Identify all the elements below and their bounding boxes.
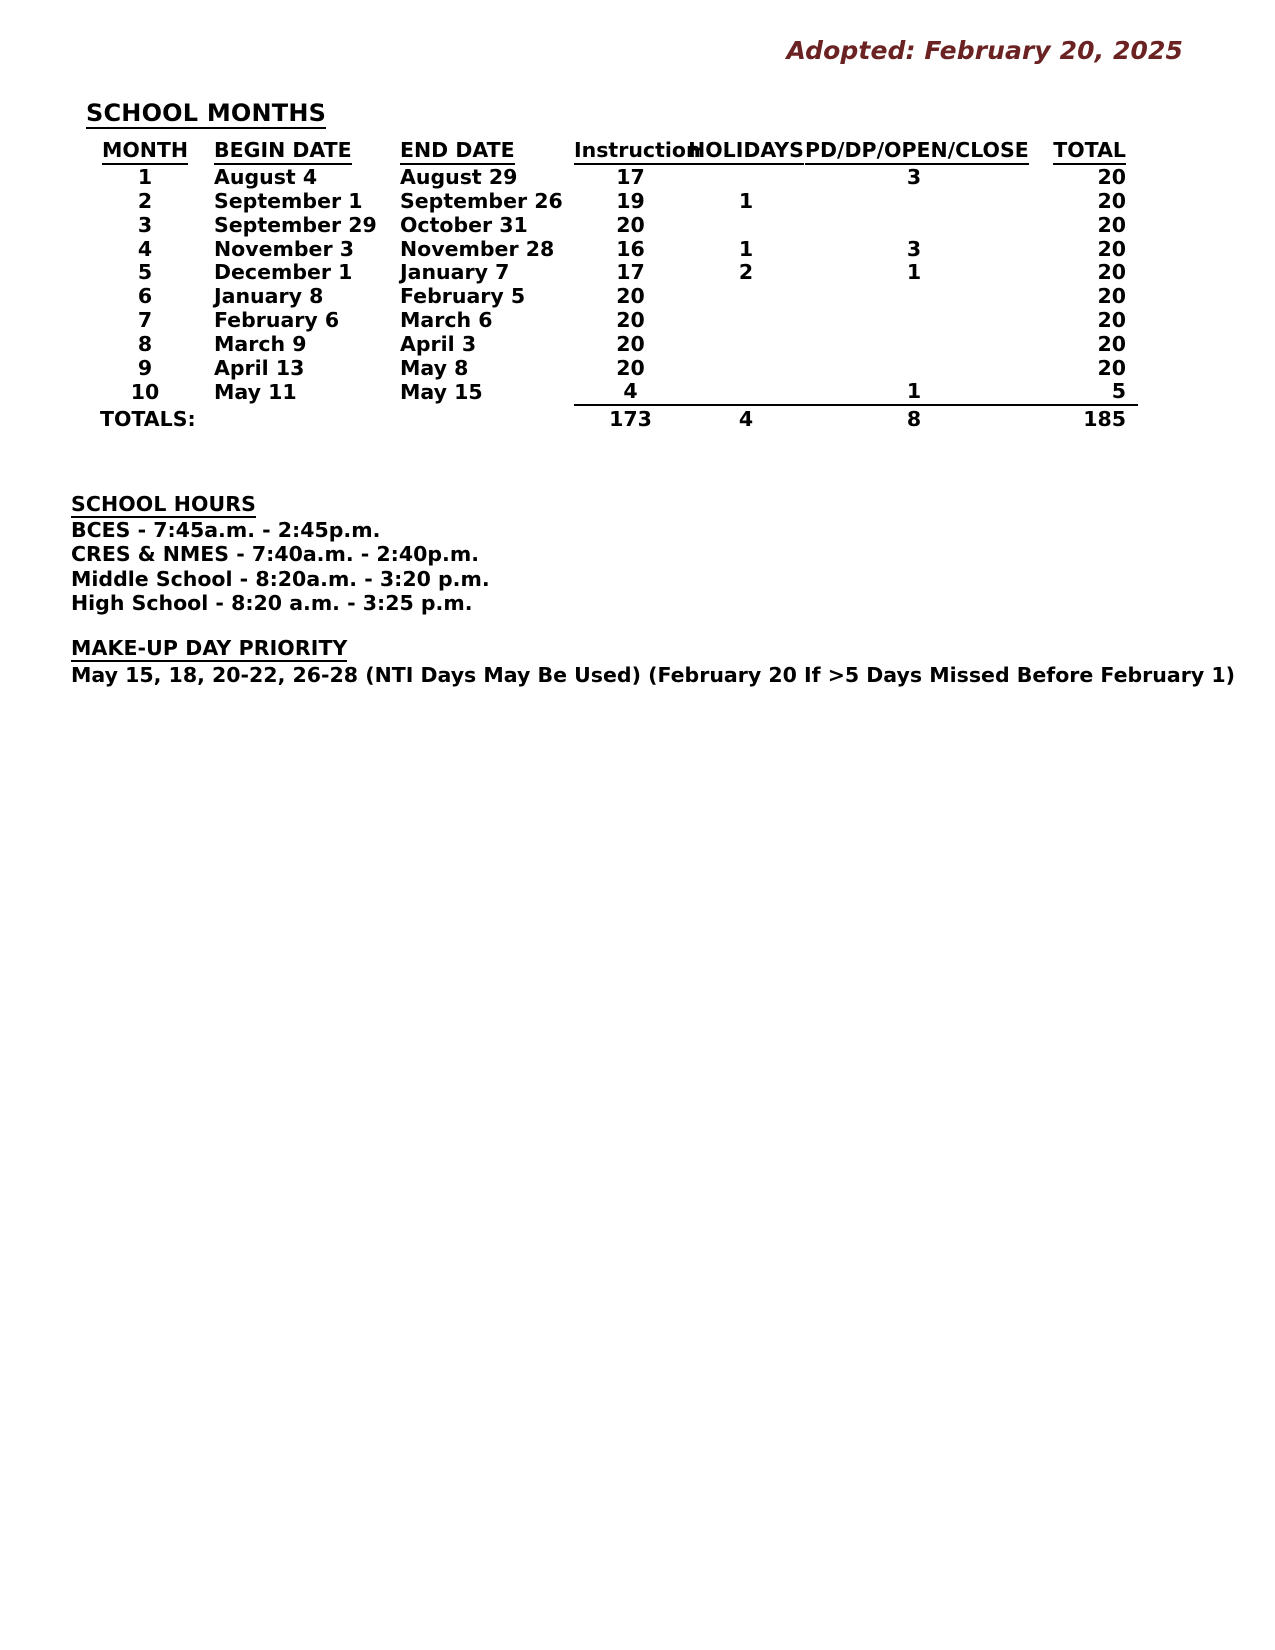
column-header-pd: PD/DP/OPEN/CLOSE bbox=[805, 139, 1023, 166]
cell-begin-date: April 13 bbox=[214, 355, 305, 380]
school-months-table bbox=[86, 139, 1138, 432]
column-header-holidays: HOLIDAYS bbox=[687, 139, 805, 166]
cell-instruction: 20 bbox=[616, 355, 645, 380]
cell-end-date: March 6 bbox=[400, 307, 493, 332]
cell-total: 20 bbox=[1097, 212, 1126, 237]
cell-instruction: 17 bbox=[616, 260, 645, 285]
school-hours-line-bces: BCES - 7:45a.m. - 2:45p.m. bbox=[71, 518, 381, 543]
cell-begin-date: February 6 bbox=[214, 307, 340, 332]
table-row bbox=[86, 333, 1138, 357]
cell-month: 6 bbox=[137, 284, 153, 309]
cell-end-date: February 5 bbox=[400, 284, 526, 309]
totals-row bbox=[86, 405, 1138, 432]
cell-holidays: 1 bbox=[738, 236, 754, 261]
cell-month: 8 bbox=[137, 331, 153, 356]
school-months-title: SCHOOL MONTHS bbox=[86, 100, 326, 129]
table-row bbox=[86, 380, 1138, 405]
cell-holidays bbox=[687, 380, 805, 405]
cell-holidays bbox=[687, 285, 805, 309]
totals-instruction: 173 bbox=[609, 407, 652, 432]
cell-pd: 3 bbox=[906, 236, 922, 261]
cell-end-date: September 26 bbox=[400, 188, 563, 213]
column-header-instruction: Instruction bbox=[574, 139, 687, 166]
cell-end-date: November 28 bbox=[400, 236, 555, 261]
adopted-date-note: Adopted: February 20, 2025 bbox=[786, 36, 1183, 65]
school-hours-line-high-school: High School - 8:20 a.m. - 3:25 p.m. bbox=[71, 590, 473, 615]
cell-instruction: 20 bbox=[616, 284, 645, 309]
cell-total: 20 bbox=[1097, 260, 1126, 285]
table-row bbox=[86, 190, 1138, 214]
school-months-section bbox=[86, 100, 1151, 432]
cell-holidays: 2 bbox=[738, 260, 754, 285]
cell-begin-date: May 11 bbox=[214, 380, 297, 405]
table-row bbox=[86, 285, 1138, 309]
cell-end-date: May 8 bbox=[400, 355, 469, 380]
school-hours-section bbox=[71, 492, 490, 615]
cell-begin-date: November 3 bbox=[214, 236, 354, 261]
school-hours-line-middle-school: Middle School - 8:20a.m. - 3:20 p.m. bbox=[71, 566, 490, 591]
cell-begin-date: March 9 bbox=[214, 331, 307, 356]
cell-pd bbox=[805, 357, 1023, 381]
cell-pd bbox=[805, 190, 1023, 214]
cell-end-date: October 31 bbox=[400, 212, 528, 237]
cell-end-date: May 15 bbox=[400, 380, 483, 405]
cell-pd: 3 bbox=[906, 165, 922, 190]
cell-month: 5 bbox=[137, 260, 153, 285]
cell-holidays bbox=[687, 309, 805, 333]
column-header-month: MONTH bbox=[86, 139, 204, 166]
cell-holidays bbox=[687, 333, 805, 357]
cell-instruction: 19 bbox=[616, 188, 645, 213]
cell-pd bbox=[805, 214, 1023, 238]
cell-pd bbox=[805, 333, 1023, 357]
cell-month: 7 bbox=[137, 307, 153, 332]
cell-holidays bbox=[687, 214, 805, 238]
cell-pd bbox=[805, 309, 1023, 333]
cell-total: 20 bbox=[1097, 188, 1126, 213]
cell-month: 3 bbox=[137, 212, 153, 237]
totals-pd: 8 bbox=[906, 407, 922, 432]
cell-month: 1 bbox=[137, 165, 153, 190]
table-row bbox=[86, 309, 1138, 333]
cell-instruction: 20 bbox=[616, 307, 645, 332]
cell-month: 4 bbox=[137, 236, 153, 261]
table-row bbox=[86, 261, 1138, 285]
cell-end-date: April 3 bbox=[400, 331, 477, 356]
cell-total: 5 bbox=[1023, 380, 1138, 405]
cell-begin-date: September 1 bbox=[214, 188, 363, 213]
cell-end-date: January 7 bbox=[400, 260, 510, 285]
cell-instruction: 20 bbox=[616, 212, 645, 237]
cell-instruction: 4 bbox=[574, 380, 687, 405]
column-header-end-date: END DATE bbox=[394, 139, 574, 166]
table-row bbox=[86, 166, 1138, 190]
cell-pd: 1 bbox=[805, 380, 1023, 405]
cell-instruction: 16 bbox=[616, 236, 645, 261]
school-hours-title: SCHOOL HOURS bbox=[71, 492, 256, 518]
table-body bbox=[86, 166, 1138, 432]
cell-month: 10 bbox=[130, 380, 160, 405]
cell-month: 9 bbox=[137, 355, 153, 380]
column-header-total: TOTAL bbox=[1023, 139, 1138, 166]
cell-total: 20 bbox=[1097, 307, 1126, 332]
cell-instruction: 20 bbox=[616, 331, 645, 356]
cell-begin-date: December 1 bbox=[214, 260, 353, 285]
cell-total: 20 bbox=[1097, 236, 1126, 261]
cell-total: 20 bbox=[1097, 331, 1126, 356]
make-up-day-priority-section bbox=[71, 636, 1235, 687]
cell-end-date: August 29 bbox=[400, 165, 518, 190]
totals-holidays: 4 bbox=[738, 407, 754, 432]
cell-pd bbox=[805, 285, 1023, 309]
make-up-day-priority-detail: May 15, 18, 20-22, 26-28 (NTI Days May Be Used) (February 20 If >5 Days Missed Before February 1) bbox=[71, 663, 1235, 688]
cell-holidays: 1 bbox=[738, 188, 754, 213]
totals-label: TOTALS: bbox=[100, 407, 196, 432]
cell-begin-date: January 8 bbox=[214, 284, 324, 309]
cell-total: 20 bbox=[1097, 284, 1126, 309]
cell-begin-date: September 29 bbox=[214, 212, 377, 237]
table-row bbox=[86, 357, 1138, 381]
cell-holidays bbox=[687, 166, 805, 190]
table-header-row bbox=[86, 139, 1138, 166]
cell-total: 20 bbox=[1097, 355, 1126, 380]
table-row bbox=[86, 238, 1138, 262]
table-row bbox=[86, 214, 1138, 238]
make-up-day-priority-title: MAKE-UP DAY PRIORITY bbox=[71, 636, 347, 662]
cell-month: 2 bbox=[137, 188, 153, 213]
cell-holidays bbox=[687, 357, 805, 381]
school-hours-line-cres-nmes: CRES & NMES - 7:40a.m. - 2:40p.m. bbox=[71, 542, 479, 567]
cell-begin-date: August 4 bbox=[214, 165, 318, 190]
totals-total: 185 bbox=[1083, 407, 1126, 432]
cell-pd: 1 bbox=[906, 260, 922, 285]
column-header-begin-date: BEGIN DATE bbox=[204, 139, 394, 166]
cell-total: 20 bbox=[1097, 165, 1126, 190]
cell-instruction: 17 bbox=[616, 165, 645, 190]
